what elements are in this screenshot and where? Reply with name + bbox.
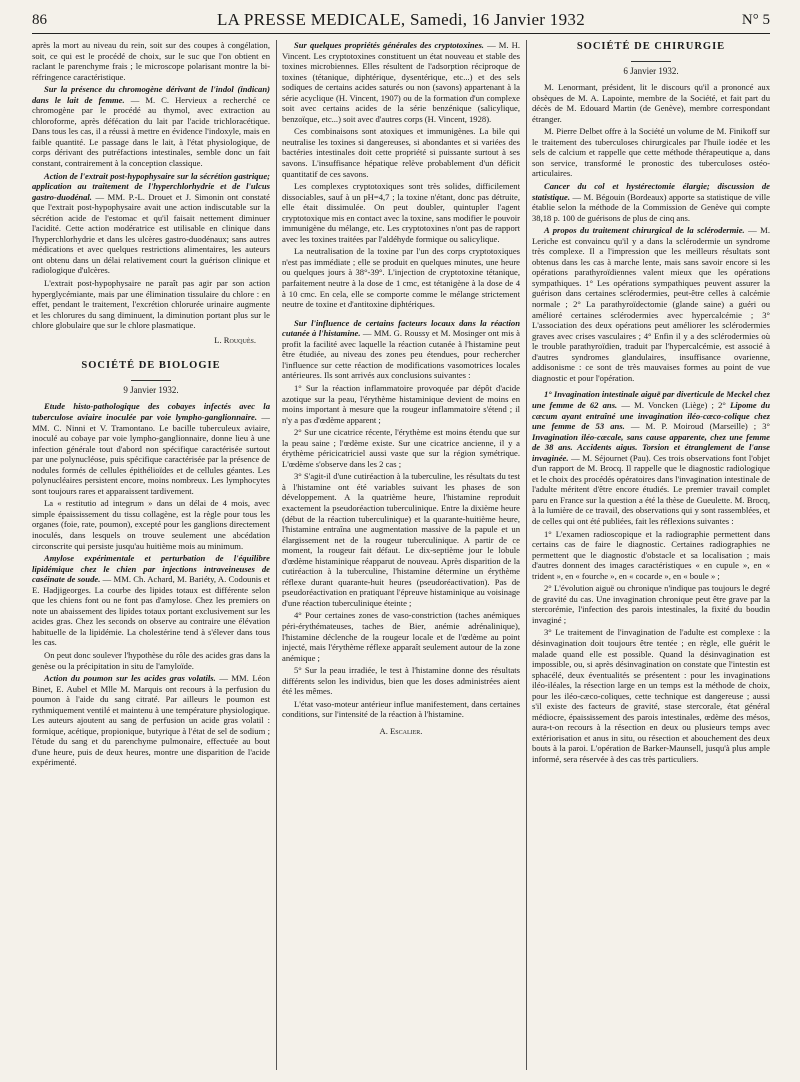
list-item: 2° Sur une cicatrice récente, l'érythème est moins étendu que sur la peau saine ; l'œdème existe. Sur une cicatrice ancienne, il y a érythème péricicatriciel aussi vaste que sur la région symétrique. L'œdème s'observe dans les 2 cas ; <box>282 427 520 469</box>
article-body: — M. Voncken (Liège) ; 2° <box>621 399 726 410</box>
list-item: 3° S'agit-il d'une cutiréaction à la tuberculine, les résultats du test à l'histamine ont été variables suivant les phases de son développement. A la quatrième heure, l'histamine reproduit exactement la pseudoréaction tuberculinique. Entre la dixième heure (début de la réaction tuberculinique) et la quarante-huitième heure, l'histamine entraîna une augmentation massive de la papule et un élargissement net de la rougeur tuberculinique. A partir de ce moment, la rougeur fait défaut. Le dix-septième jour le lobule d'œdème histaminique réapparut de nouveau. Après disparition de la cutiréaction à la tuberculine, l'histamine détermine un érythème réflexe durant quarante-huit heures (pseudoréactivation). Pas de pseudoréactivation en pratiquant l'épreuve histaminique au voisinage d'une réaction tuberculinique éteinte ; <box>282 471 520 608</box>
article-title: Action de l'extrait post-hypophysaire sur la sécrétion gastrique; application au traitement de l'hyperchlorhydrie et de l'ulcus gastro-duodénal. <box>32 170 270 202</box>
article-hypophyse <box>32 171 270 276</box>
article-body: — M. Bégouin (Bordeaux) apporte sa statistique de ville établie selon la méthode de la Commission de Genève qui compte 38,18 p. 100 de guérisons de plus de cinq ans. <box>532 191 770 223</box>
article-title: Sur l'influence de certains facteurs locaux dans la réaction cutanée à l'histamine. <box>282 317 520 339</box>
paragraph: après la mort au niveau du rein, soit sur des coupes à congélation, soit, ce qui est le procédé de choix, sur le suc que l'on obtient en raclant le parenchyme frais ; le microscope polarisant montre la bi-réfringence caractéristique. <box>32 40 270 82</box>
article-title: Etude histo-pathologique des cobayes infectés avec la tuberculose aviaire inoculée par voie lympho-ganglionnaire. <box>32 401 270 422</box>
article-body: — M. Leriche est convaincu qu'il y a dans la sclérodermie un syndrome très complexe. Il a l'impression que les meilleurs résultats sont obtenus dans les cas à marche lente, mais sans savoir encore si les opérations parathyroïdiennes valent mieux que les opérations sympathiques. 1° Les opérations sympathiques peuvent assurer la guérison dans certaines sclérodermies, peut-être celles à calcémie normale ; 2° La parathyroïdectomie (glande saine) a guéri ou amélioré certaines sclérodermies avec hypercalcémie ; 3° L'association des deux opérations peut améliorer les sclérodermies graves avec crises vasculaires ; 4° Enfin il y a des sclérodermies où le trouble parathyroïdien, traduit par l'hypercalcémie, est associé à d'autres syndromes glandulaires, insuffisance ovarienne, addisonisme : ce sont de très mauvaises formes au point de vue diagnostic et pour l'opération. <box>532 225 770 383</box>
list-item: 2° L'évolution aiguë ou chronique n'indique pas toujours le degré de gravité du cas. Une invagination chronique peut être grave par la stercorémie, l'infection des parois intestinales, la fixité du boudin invaginé ; <box>532 583 770 625</box>
signature: A. Escalier. <box>379 725 423 736</box>
divider <box>631 61 671 62</box>
list-item: 3° Le traitement de l'invagination de l'adulte est complexe : la désinvagination doit toujours être tentée ; en règle, elle guérit le malade quand elle est possible. Quand la désinvagination est impossible, ou, si après désinvagination on constate que l'intestin est sphacélé, deux éventualités se présentent : pour les invaginations iléo-iléales, la résection large en un temps est la méthode de choix, pour les iléo-cæco-coliques, cette technique est dangereuse ; aussi s'il existe des facteurs de gravité, stase stercorale, état général médiocre, épaississement des parois intestinales, œdème des mésos, aura-t-on recours à la résection en deux ou plusieurs temps avec extériorisation et anus in situ, ou résection et abouchement des deux bouts à la paroi. L'opération de Barker-Maunsell, jusqu'à plus ample informé, sera réservée à des cas très particuliers. <box>532 627 770 764</box>
paragraph: L'extrait post-hypophysaire ne paraît pas agir par son action hyperglycémiante, mais par une élimination tissulaire du chlore : en effet, pendant le traitement, l'excrétion chlorurée urinaire augmente et les chlorures du sang diminuent, la diminution portant plus sur le chlore globulaire que sur le chlore plasmatique. <box>32 278 270 331</box>
article-body: — MM. Ch. Achard, M. Bariéty, A. Codounis et E. Hadjigeorges. La courbe des lipides totaux est différente selon que les chiens font ou ne font pas d'amylose. Chez les premiers on note un abaissement des lipides totaux portant exclusivement sur les acides gras. Chez les seconds on observe au contraire une élévation habituelle de la lipidémie. La cholestérine tend à s'élever dans tous les cas. <box>32 574 270 648</box>
section-heading-biologie: SOCIÉTÉ DE BIOLOGIE <box>81 360 221 372</box>
article-body: — MM. G. Roussy et M. Mosinger ont mis à profit la facilité avec laquelle la réaction cutanée à l'histamine peut être étudiée, au niveau des zones peu étendues, pour rechercher l'influence sur cette réaction de modifications vasomotrices locales antérieures. Ils sont arrivés aux conclusions suivantes : <box>282 328 520 381</box>
article-body: — M. C. Hervieux a recherché ce chromogène par le procédé au thymol, avec extraction au chloroforme, après défécation du lait par l'acide trichloracétique. Dans tous les cas, il a réussi à mettre en évidence l'indoxyle, mais en faible quantité. Le passage dans le lait, à l'état physiologique, de corps dérivant des putréfactions intestinales, semble donc un fait constant, contrairement à la conception classique. <box>32 94 270 169</box>
article-body: — MM. P.-L. Drouet et J. Simonin ont constaté que l'extrait post-hypophysaire avait une action indiscutable sur la sécrétion acide de l'estomac et qu'il faisait nettement diminuer l'acidité. Cette action modératrice est utilisable en clinique dans l'hyperchlorhydrie et dans les ulcères gastro-duodénaux; sans autres médications et avec quelques restrictions alimentaires, les auteurs ont obtenu dans un délai relativement court la guérison clinique et radiologique d'ulcères. <box>32 191 270 276</box>
section-heading-chirurgie: SOCIÉTÉ DE CHIRURGIE <box>576 41 726 52</box>
issue-number: N° 5 <box>741 12 770 28</box>
column-rule <box>526 40 527 1070</box>
article-title: A propos du traitement chirurgical de la sclérodermie. <box>544 225 745 236</box>
paragraph: M. Pierre Delbet offre à la Société un volume de M. Finikoff sur le traitement des tuberculoses chirurgicales par l'huile iodée et les sels de calcium et rappelle que cette méthode thérapeutique a, dans son service, transformé le pronostic des tuberculoses ostéo-articulaires. <box>532 126 770 179</box>
paragraph: On peut donc soulever l'hypothèse du rôle des acides gras dans la genèse ou la précipitation in situ de l'amyloïde. <box>32 649 270 671</box>
article-histamine <box>282 318 520 381</box>
article-body: — M. P. Moiroud (Marseille) ; 3° <box>630 421 770 432</box>
article-body: — M. H. Vincent. Les cryptotoxines constituent un état nouveau et stable des toxines microbiennes. Elles résultent de l'adsorption réciproque de toxines (tétanique, diphtérique, dysentérique, etc...) et des sels sodiques de certains acides saturés ou non (savons) appartenant à la série acyclique (H. Vincent, 1907) ou de la formation d'un complexe soit avec certains acides de la série benzénique (salicylique, benzoïque, etc...) soit avec d'autres corps (H. Vincent, 1928). <box>282 40 520 124</box>
paragraph: L'état vaso-moteur antérieur influe manifestement, dans certaines conditions, sur l'intensité de la réaction à l'histamine. <box>282 698 520 720</box>
paragraph: Ces combinaisons sont atoxiques et immunigènes. La bile qui neutralise les toxines si dangereuses, si abondantes et si variées des bactéries intestinales doit cette propriété si puissante surtout à ses savons. L'insuffisance hépatique relève probablement d'un déficit quantitatif de ces savons. <box>282 126 520 179</box>
article-invagination <box>532 389 770 526</box>
list-item: 4° Pour certaines zones de vaso-constriction (taches anémiques péri-érythémateuses, taches de Bier, anémie adrénalinique), l'histamine déclenche de la rougeur locale et de l'œdème au point injecté, mais l'érythème réflexe apparaît seulement autour de la zone anémique ; <box>282 610 520 663</box>
article-cancer-col <box>532 181 770 223</box>
list-item: 1° Sur la réaction inflammatoire provoquée par dépôt d'acide azotique sur la peau, l'érythème histaminique devient de moins en moins important à mesure que la rougeur inflammatoire s'étend ; il n'y a pas d'œdème apparent ; <box>282 382 520 425</box>
article-sclerodermie <box>532 225 770 383</box>
list-item: 5° Sur la peau irradiée, le test à l'histamine donne des résultats différents selon les individus, bien que les doses administrées aient été les mêmes. <box>282 665 520 697</box>
column-1 <box>32 40 270 1070</box>
page-number: 86 <box>32 12 47 28</box>
article-title: 1° Invagination intestinale aiguë par diverticule de Meckel chez une femme de 62 ans. <box>532 389 770 410</box>
article-title: Cancer du col et hystérectomie élargie; discussion de statistique. <box>532 181 770 202</box>
column-3 <box>532 40 770 1070</box>
session-date: 6 Janvier 1932. <box>623 65 679 76</box>
divider <box>131 380 171 381</box>
article-indol <box>32 84 270 168</box>
column-2 <box>282 40 520 1070</box>
article-body: — M. Séjournet (Pau). Ces trois observations font l'objet d'un rapport de M. Brocq. Il rappelle que le diagnostic radiologique et le choix des procédés opératoires dans l'invagination intestinale de l'adulte méritent d'être encore étudiés. Le premier travail complet paru en France sur la question a été la thèse de Gueulette. M. Brocq, à la lumière de ce travail, des observations qui y sont rassemblées, et de celles qui ont été publiées, fait les réflexions suivantes : <box>532 452 770 526</box>
list-item: 1° L'examen radioscopique et la radiographie permettent dans certains cas de faire le diagnostic. Certaines radiographies ne permettent que le diagnostic d'obstacle et sa localisation ; mais d'autres donnent des images caractéristiques « en cupule », en « trident », en « fourche », en « cocarde », en « boule » ; <box>532 528 770 581</box>
article-body: — MM. C. Ninni et V. Tramontano. Le bacille tuberculeux aviaire, inoculé au cobaye par voie lympho-ganglionnaire, donne lieu à une infection générale tout d'abord non spécifique caractérisée surtout par une polynucléose, puis spécifique caractérisée par la présence de nodules formés de cellules épithélioïdes et de cellules géantes. Les polynucléaires persistent encore, moins nombreux. Les lymphocytes sont toujours rares et apparaissent tardivement. <box>32 411 270 496</box>
paragraph: La neutralisation de la toxine par l'un des corps cryptotoxiques n'est pas immédiate ; elle se produit en quelques minutes, une heure ou quelques jours à 38°-39°. L'injection de cryptotoxine tétanique, parfaitement neutre à la dose de 1 cmc, est tétanigène à la dose de 4 à 10 cmc. En cela, elle se comporte comme le mélange strictement neutre de toxine et d'antitoxine diphtériques. <box>282 246 520 310</box>
article-title: Amylose expérimentale et perturbation de l'équilibre lipidémique chez le chien par injections intraveineuses de caséinate de soude. <box>32 553 270 585</box>
article-title: Invagination iléo-cæcale, sans cause apparente, chez une femme de 38 ans. Accidents aigus. Torsion et étranglement de l'anse invaginée. <box>532 431 770 463</box>
paragraph: M. Lenormant, président, lit le discours qu'il a prononcé aux obsèques de M. A. Lapointe, membre de la Société, et fait part du décès de M. Edouard Martin (de Genève), membre correspondant étranger. <box>532 82 770 124</box>
page-header <box>32 10 770 34</box>
article-body: — MM. Léon Binet, E. Aubel et Mlle M. Marquis ont recours à la perfusion du poumon à l'aide du sang citraté. Par ailleurs le poumon est rythmiquement ventilé et maintenu à une température physiologique. Les auteurs ajoutent au sang de perfusion un acide gras volatil : formique, acétique, propionique, butyrique à l'état de sel de sodium ; l'étude du sang et du parenchyme pulmonaire, effectuée au bout d'une heure, puis de deux heures, montre une disparition de l'acide expérimenté. <box>32 673 270 768</box>
running-title: LA PRESSE MEDICALE, Samedi, 16 Janvier 1932 <box>217 10 585 29</box>
article-poumon <box>32 673 270 768</box>
signature: L. Rouquès. <box>214 334 256 345</box>
article-tuberculose <box>32 401 270 496</box>
article-amylose <box>32 553 270 648</box>
paragraph: Les complexes cryptotoxiques sont très solides, difficilement dissociables, sauf à un pH=4,7 ; la toxine n'étant, donc pas détruite, elle était dissimulée. On peut doubler, quintupler l'agent cryptotoxique mis en contact avec la toxine, sans modifier le pouvoir immunigène du mélange, etc. Les cryptotoxines n'ont pas de rapport avec les toxines traitées par l'aldéhyde formique ou salicylique. <box>282 181 520 244</box>
paragraph: La « restitutio ad integrum » dans un délai de 4 mois, avec simple épaississement du tissu collagène, est la règle pour tous les organes (foie, rate, poumon), excepté pour les ganglions directement inoculés, dans lesquels on trouve seulement une abcédation circonscrite qui persiste jusqu'au huitième mois au minimum. <box>32 498 270 551</box>
article-cryptotoxines <box>282 40 520 124</box>
article-title: Sur quelques propriétés générales des cryptotoxines. <box>294 40 484 50</box>
article-title: Lipome du cæcum ayant entraîné une invagination iléo-cæco-colique chez une femme de 53 ans. <box>532 399 770 432</box>
article-title: Action du poumon sur les acides gras volatils. <box>44 673 216 684</box>
session-date: 9 Janvier 1932. <box>123 384 179 395</box>
columns <box>32 40 770 1070</box>
column-rule <box>276 40 277 1070</box>
article-title: Sur la présence du chromogène dérivant de l'indol (indican) dans le lait de femme. <box>32 84 270 105</box>
